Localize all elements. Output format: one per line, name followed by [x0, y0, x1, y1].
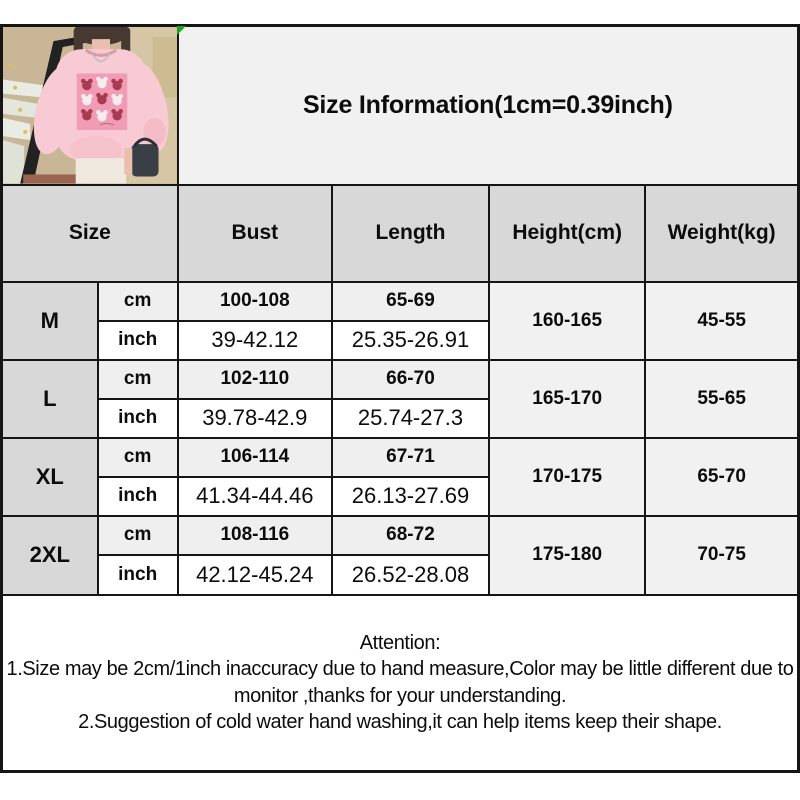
table-row	[2, 360, 799, 399]
length-cm-m: 65-69	[332, 282, 489, 321]
unit-label-inch: inch	[98, 399, 178, 438]
attention-note-2: 2.Suggestion of cold water hand washing,it can help items keep their shape.	[78, 711, 722, 734]
table-row	[2, 438, 799, 477]
size-label-l: L	[2, 360, 98, 438]
product-photo-illustration	[3, 27, 177, 184]
column-header-length: Length	[332, 185, 489, 282]
table-row	[2, 516, 799, 555]
column-header-bust: Bust	[178, 185, 332, 282]
size-label-2xl: 2XL	[2, 516, 98, 595]
bust-inch-l: 39.78-42.9	[178, 399, 332, 438]
unit-label-inch: inch	[98, 477, 178, 516]
weight-m: 45-55	[645, 282, 798, 360]
attention-section	[2, 595, 799, 772]
bust-cm-m: 100-108	[178, 282, 332, 321]
length-inch-xl: 26.13-27.69	[332, 477, 489, 516]
column-header-weight: Weight(kg)	[645, 185, 798, 282]
size-label-m: M	[2, 282, 98, 360]
unit-label-cm: cm	[98, 438, 178, 477]
table-row	[2, 282, 799, 321]
bust-inch-xl: 41.34-44.46	[178, 477, 332, 516]
height-l: 165-170	[489, 360, 645, 438]
bust-inch-2xl: 42.12-45.24	[178, 555, 332, 595]
unit-label-inch: inch	[98, 321, 178, 360]
height-m: 160-165	[489, 282, 645, 360]
weight-2xl: 70-75	[645, 516, 798, 595]
bust-cm-xl: 106-114	[178, 438, 332, 477]
unit-label-cm: cm	[98, 282, 178, 321]
size-information-table	[0, 24, 800, 773]
attention-note-1: 1.Size may be 2cm/1inch inaccuracy due to hand measure,Color may be little different due to monitor ,thanks for your understanding.	[6, 658, 794, 707]
length-cm-2xl: 68-72	[332, 516, 489, 555]
length-cm-l: 66-70	[332, 360, 489, 399]
bust-cm-2xl: 108-116	[178, 516, 332, 555]
unit-label-cm: cm	[98, 516, 178, 555]
page-title: Size Information(1cm=0.39inch)	[178, 26, 799, 185]
length-inch-2xl: 26.52-28.08	[332, 555, 489, 595]
excel-error-corner-marker	[177, 26, 186, 35]
weight-l: 55-65	[645, 360, 798, 438]
unit-label-cm: cm	[98, 360, 178, 399]
weight-xl: 65-70	[645, 438, 798, 516]
column-header-size: Size	[2, 185, 178, 282]
bust-cm-l: 102-110	[178, 360, 332, 399]
attention-label: Attention:	[359, 631, 441, 654]
column-header-height: Height(cm)	[489, 185, 645, 282]
height-2xl: 175-180	[489, 516, 645, 595]
product-photo	[2, 26, 178, 185]
size-label-xl: XL	[2, 438, 98, 516]
bust-inch-m: 39-42.12	[178, 321, 332, 360]
height-xl: 170-175	[489, 438, 645, 516]
length-cm-xl: 67-71	[332, 438, 489, 477]
length-inch-l: 25.74-27.3	[332, 399, 489, 438]
length-inch-m: 25.35-26.91	[332, 321, 489, 360]
unit-label-inch: inch	[98, 555, 178, 595]
